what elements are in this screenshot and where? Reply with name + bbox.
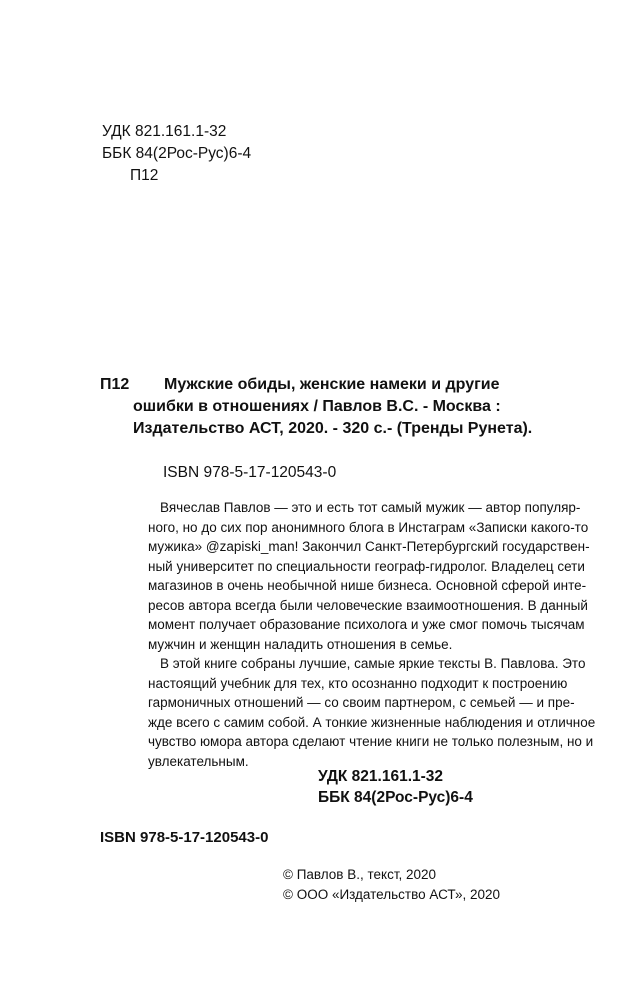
udk-code-bottom: УДК 821.161.1-32	[318, 768, 444, 785]
isbn-bottom: ISBN 978-5-17-120543-0	[100, 829, 269, 846]
catalog-entry	[133, 374, 533, 440]
annotation-line: момент получает образование психолога и уже смог помочь тысячам	[148, 617, 585, 632]
annotation	[148, 498, 596, 771]
bottom-classification-codes	[318, 766, 473, 808]
annotation-line: магазинов в очень необычной нише бизнеса. Основной сферой инте-	[148, 578, 587, 593]
annotation-line: настоящий учебник для тех, кто осознанно подходит к построению	[148, 675, 568, 691]
annotation-line: В этой книге собраны лучшие, самые яркие тексты В. Павлова. Это	[160, 656, 586, 671]
copyright-line: © Павлов В., текст, 2020	[283, 867, 437, 882]
annotation-line: гармоничных отношений — со своим партнером, с семьей — и пре-	[148, 695, 575, 710]
isbn-catalog: ISBN 978-5-17-120543-0	[163, 464, 337, 481]
annotation-line: ный университет по специальности географ-гидролог. Владелец сети	[148, 558, 585, 574]
annotation-line: чувство юмора автора сделают чтение книги не только полезным, но и	[148, 734, 594, 749]
annotation-line: мужчин и женщин наладить отношения в семье.	[148, 636, 453, 652]
catalog-line-1: Мужские обиды, женские намеки и другие	[164, 376, 500, 393]
annotation-line: мужика» @zapiski_man! Закончил Санкт-Петербургский государствен-	[148, 539, 590, 554]
annotation-line: жде всего с самим собой. А тонкие жизненные наблюдения и отличное	[148, 714, 596, 730]
copyright-block	[283, 865, 500, 905]
udk-code: УДК 821.161.1-32	[102, 123, 227, 140]
annotation-line: Вячеслав Павлов — это и есть тот самый мужик — автор популяр-	[160, 500, 581, 515]
catalog-line-2: ошибки в отношениях / Павлов В.С. - Москва :	[133, 398, 501, 415]
catalog-author-mark: П12	[100, 376, 130, 393]
bbk-code: ББК 84(2Рос-Рус)6-4	[102, 145, 252, 162]
bbk-code-bottom: ББК 84(2Рос-Рус)6-4	[318, 789, 473, 806]
annotation-line: ресов автора всегда были человеческие взаимоотношения. В данный	[148, 597, 588, 613]
author-mark: П12	[130, 167, 159, 184]
copyright-line: © ООО «Издательство АСТ», 2020	[283, 887, 501, 902]
top-classification-codes	[102, 121, 251, 187]
annotation-line: ного, но до сих пор анонимного блога в Инстаграм «Записки какого-то	[148, 519, 589, 535]
catalog-line-3: Издательство АСТ, 2020. - 320 с.- (Тренды Рунета).	[133, 420, 533, 437]
annotation-line: увлекательным.	[148, 753, 249, 769]
